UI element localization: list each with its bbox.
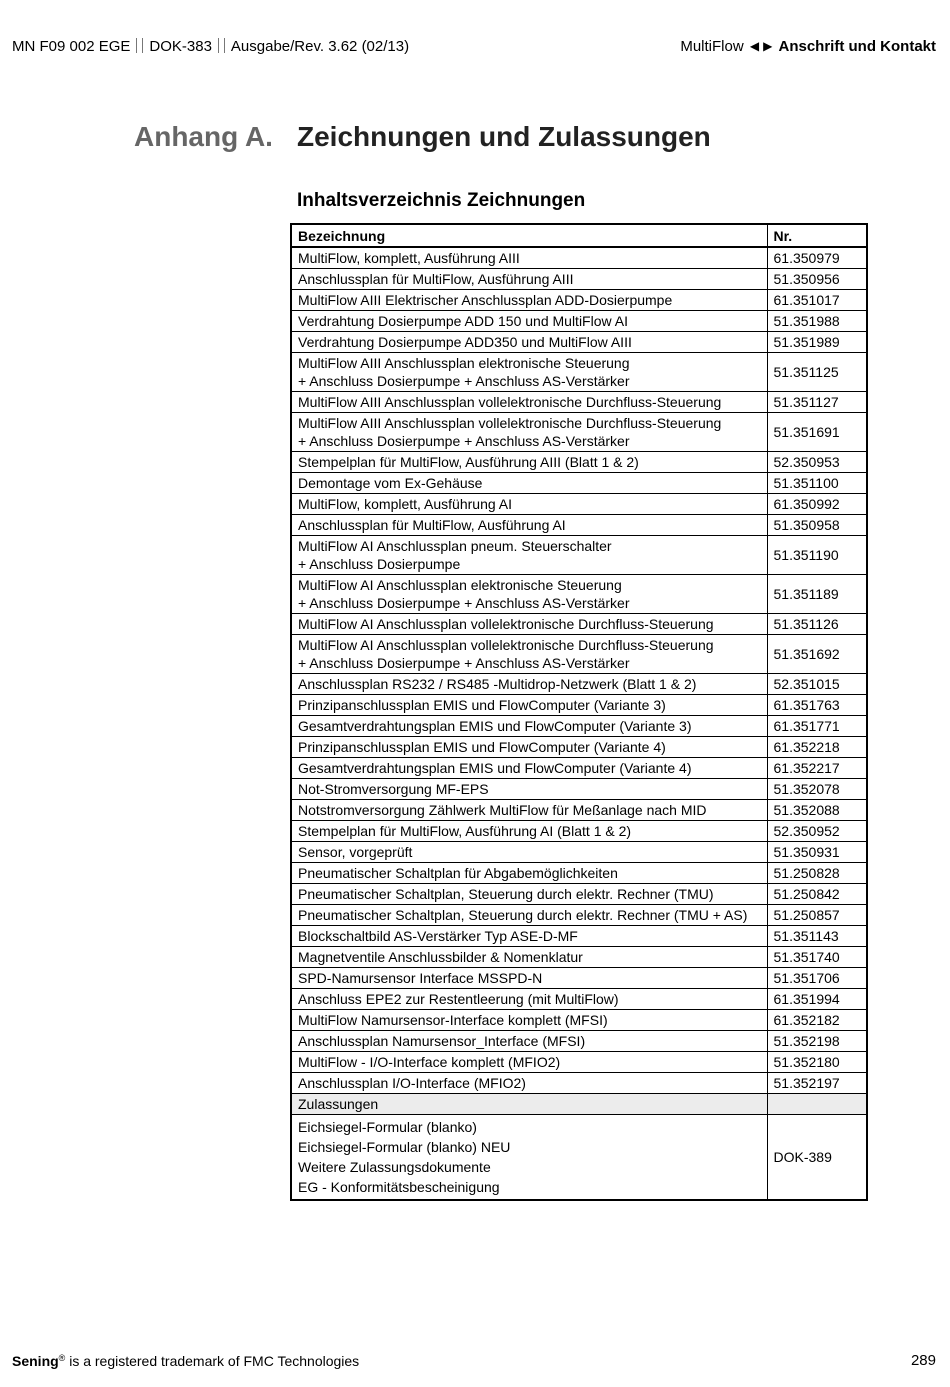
drawing-title-cell — [291, 1009, 767, 1030]
drawing-title-line: + Anschluss Dosierpumpe + Anschluss AS-Verstärker — [298, 432, 630, 449]
doc-id: MN F09 002 EGE — [12, 38, 131, 55]
drawing-number-cell: 51.351706 — [767, 967, 867, 988]
drawing-title-line: Sensor, vorgeprüft — [298, 843, 413, 860]
drawing-number-cell: 61.351994 — [767, 988, 867, 1009]
doc-dok-number: DOK-383 — [149, 38, 212, 55]
table-row — [291, 715, 867, 736]
approvals-heading-empty-cell — [767, 1093, 867, 1114]
drawing-number-cell: 51.352197 — [767, 1072, 867, 1093]
table-row — [291, 967, 867, 988]
drawing-title-cell — [291, 352, 767, 391]
drawing-title-cell — [291, 493, 767, 514]
drawing-number-cell: 51.351127 — [767, 391, 867, 412]
drawing-number-cell: 51.350931 — [767, 841, 867, 862]
approvals-heading: Zulassungen — [291, 1093, 767, 1114]
drawing-title-cell — [291, 451, 767, 472]
drawing-title-line: Anschlussplan RS232 / RS485 -Multidrop-Netzwerk (Blatt 1 & 2) — [298, 675, 697, 692]
brand-name: Sening — [12, 1353, 59, 1369]
drawing-title-cell — [291, 1072, 767, 1093]
product-name: MultiFlow — [680, 38, 744, 55]
drawing-title-cell — [291, 310, 767, 331]
table-header-row — [291, 224, 867, 247]
drawing-title-cell — [291, 715, 767, 736]
toc-title: Inhaltsverzeichnis Zeichnungen — [297, 190, 586, 211]
drawing-title-cell — [291, 1051, 767, 1072]
drawing-title-cell — [291, 514, 767, 535]
drawing-title-cell — [291, 268, 767, 289]
drawing-title-cell — [291, 472, 767, 493]
drawing-number-cell: 51.351692 — [767, 634, 867, 673]
table-row — [291, 736, 867, 757]
drawing-title-line: Notstromversorgung Zählwerk MultiFlow für Meßanlage nach MID — [298, 801, 707, 818]
table-row — [291, 634, 867, 673]
drawing-title-line: Prinzipanschlussplan EMIS und FlowComputer (Variante 3) — [298, 696, 666, 713]
drawing-number-cell: 51.250842 — [767, 883, 867, 904]
table-row — [291, 1030, 867, 1051]
table-row — [291, 778, 867, 799]
drawing-title-cell — [291, 574, 767, 613]
approvals-heading-row — [291, 1093, 867, 1114]
table-row — [291, 268, 867, 289]
drawing-number-cell: 51.351126 — [767, 613, 867, 634]
table-row — [291, 904, 867, 925]
table-row — [291, 472, 867, 493]
appendix-title: Zeichnungen und Zulassungen — [297, 121, 711, 152]
approval-item: Eichsiegel-Formular (blanko) — [298, 1118, 477, 1135]
drawing-title-line: Magnetventile Anschlussbilder & Nomenklatur — [298, 948, 583, 965]
drawing-number-cell: 51.351190 — [767, 535, 867, 574]
drawings-table — [290, 223, 868, 1201]
table-row — [291, 289, 867, 310]
table-row — [291, 1009, 867, 1030]
drawing-title-cell — [291, 535, 767, 574]
table-row — [291, 946, 867, 967]
drawing-title-line: MultiFlow AIII Anschlussplan vollelektronische Durchfluss-Steuerung — [298, 414, 722, 431]
drawing-title-cell — [291, 673, 767, 694]
table-row — [291, 535, 867, 574]
drawing-number-cell: 51.351740 — [767, 946, 867, 967]
drawing-number-cell: 52.350952 — [767, 820, 867, 841]
page-number: 289 — [910, 1352, 936, 1369]
drawing-title-cell — [291, 331, 767, 352]
approval-item: Weitere Zulassungsdokumente — [298, 1158, 491, 1175]
table-row — [291, 673, 867, 694]
table-row — [291, 757, 867, 778]
drawing-title-line: Gesamtverdrahtungsplan EMIS und FlowComputer (Variante 4) — [298, 759, 692, 776]
drawing-title-line: MultiFlow, komplett, Ausführung AI — [298, 495, 512, 512]
table-row — [291, 799, 867, 820]
table-row — [291, 1051, 867, 1072]
drawing-number-cell: 52.351015 — [767, 673, 867, 694]
table-row — [291, 883, 867, 904]
table-row — [291, 451, 867, 472]
header-separator — [218, 38, 225, 53]
table-row — [291, 988, 867, 1009]
page-footer — [12, 1353, 936, 1371]
approval-item: EG - Konformitätsbescheinigung — [298, 1178, 500, 1195]
drawing-title-line: MultiFlow AI Anschlussplan vollelektronische Durchfluss-Steuerung — [298, 615, 714, 632]
table-row — [291, 493, 867, 514]
table-row — [291, 514, 867, 535]
doc-revision: Ausgabe/Rev. 3.62 (02/13) — [230, 38, 410, 55]
drawing-title-cell — [291, 736, 767, 757]
drawing-title-line: Stempelplan für MultiFlow, Ausführung AIII (Blatt 1 & 2) — [298, 453, 639, 470]
drawing-title-line: MultiFlow - I/O-Interface komplett (MFIO2) — [298, 1053, 561, 1070]
drawing-title-cell — [291, 613, 767, 634]
drawing-number-cell: 51.352088 — [767, 799, 867, 820]
drawing-number-cell: 61.352218 — [767, 736, 867, 757]
approval-item: Eichsiegel-Formular (blanko) NEU — [298, 1138, 511, 1155]
registered-mark: ® — [58, 1353, 66, 1363]
drawing-number-cell: 51.351989 — [767, 331, 867, 352]
drawing-title-line: MultiFlow AIII Anschlussplan vollelektronische Durchfluss-Steuerung — [298, 393, 722, 410]
trademark-text: is a registered trademark of FMC Technologies — [65, 1353, 360, 1369]
approvals-row — [291, 1114, 867, 1200]
header-separator — [136, 38, 143, 53]
drawing-title-line: MultiFlow AI Anschlussplan vollelektronische Durchfluss-Steuerung — [298, 636, 714, 653]
table-row — [291, 247, 867, 268]
table-row — [291, 310, 867, 331]
drawing-title-line: Demontage vom Ex-Gehäuse — [298, 474, 483, 491]
drawing-title-line: + Anschluss Dosierpumpe + Anschluss AS-Verstärker — [298, 654, 630, 671]
drawing-number-cell: 61.350979 — [767, 247, 867, 268]
drawing-title-line: + Anschluss Dosierpumpe + Anschluss AS-Verstärker — [298, 372, 630, 389]
header-doc-info — [12, 38, 409, 55]
drawing-number-cell: 51.351691 — [767, 412, 867, 451]
drawing-title-line: Prinzipanschlussplan EMIS und FlowComputer (Variante 4) — [298, 738, 666, 755]
table-row — [291, 820, 867, 841]
drawing-title-line: Anschlussplan für MultiFlow, Ausführung AI — [298, 516, 566, 533]
drawing-title-cell — [291, 289, 767, 310]
approvals-number-cell: DOK-389 — [767, 1114, 867, 1200]
drawing-number-cell: 61.352217 — [767, 757, 867, 778]
drawing-title-cell — [291, 694, 767, 715]
drawing-title-line: MultiFlow AIII Anschlussplan elektronische Steuerung — [298, 354, 630, 371]
drawing-number-cell: 51.351189 — [767, 574, 867, 613]
column-header-nr: Nr. — [767, 224, 867, 247]
drawing-title-cell — [291, 904, 767, 925]
table-row — [291, 331, 867, 352]
drawing-number-cell: 61.351017 — [767, 289, 867, 310]
drawing-title-cell — [291, 412, 767, 451]
drawing-title-line: Anschluss EPE2 zur Restentleerung (mit MultiFlow) — [298, 990, 619, 1007]
drawing-number-cell: 51.351143 — [767, 925, 867, 946]
drawing-title-line: Anschlussplan für MultiFlow, Ausführung AIII — [298, 270, 574, 287]
drawing-title-cell — [291, 820, 767, 841]
drawing-title-cell — [291, 925, 767, 946]
drawing-number-cell: 51.352078 — [767, 778, 867, 799]
table-row — [291, 352, 867, 391]
approvals-items-cell — [291, 1114, 767, 1200]
drawing-title-line: Anschlussplan Namursensor_Interface (MFSI) — [298, 1032, 586, 1049]
drawing-number-cell: 51.250857 — [767, 904, 867, 925]
page-header — [12, 38, 936, 58]
drawing-title-line: MultiFlow AI Anschlussplan pneum. Steuerschalter — [298, 537, 612, 554]
drawing-title-cell — [291, 883, 767, 904]
drawing-title-line: + Anschluss Dosierpumpe + Anschluss AS-Verstärker — [298, 594, 630, 611]
drawing-title-line: Blockschaltbild AS-Verstärker Typ ASE-D-MF — [298, 927, 578, 944]
drawing-number-cell: 51.350956 — [767, 268, 867, 289]
header-section-info — [680, 38, 936, 55]
table-row — [291, 841, 867, 862]
drawing-title-line: Pneumatischer Schaltplan, Steuerung durch elektr. Rechner (TMU + AS) — [298, 906, 748, 923]
drawing-title-line: + Anschluss Dosierpumpe — [298, 555, 461, 572]
drawing-number-cell: 51.350958 — [767, 514, 867, 535]
drawing-number-cell: 61.351771 — [767, 715, 867, 736]
drawing-title-cell — [291, 799, 767, 820]
drawing-title-cell — [291, 778, 767, 799]
drawing-number-cell: 51.250828 — [767, 862, 867, 883]
drawing-number-cell: 51.351100 — [767, 472, 867, 493]
table-row — [291, 412, 867, 451]
drawing-title-cell — [291, 841, 767, 862]
drawing-title-line: MultiFlow AIII Elektrischer Anschlussplan ADD-Dosierpumpe — [298, 291, 673, 308]
drawing-title-line: Anschlussplan I/O-Interface (MFIO2) — [298, 1074, 526, 1091]
section-name: Anschrift und Kontakt — [778, 38, 936, 55]
table-row — [291, 694, 867, 715]
drawing-number-cell: 51.351125 — [767, 352, 867, 391]
table-row — [291, 574, 867, 613]
table-row — [291, 862, 867, 883]
drawing-title-cell — [291, 391, 767, 412]
drawing-number-cell: 51.351988 — [767, 310, 867, 331]
drawing-title-cell — [291, 247, 767, 268]
drawing-title-cell — [291, 967, 767, 988]
drawing-title-cell — [291, 757, 767, 778]
appendix-label: Anhang A. — [134, 121, 273, 152]
drawing-title-line: MultiFlow AI Anschlussplan elektronische Steuerung — [298, 576, 622, 593]
table-row — [291, 1072, 867, 1093]
drawing-title-line: Gesamtverdrahtungsplan EMIS und FlowComputer (Variante 3) — [298, 717, 692, 734]
drawing-number-cell: 51.352180 — [767, 1051, 867, 1072]
drawing-title-cell — [291, 1030, 767, 1051]
drawing-title-line: Pneumatischer Schaltplan für Abgabemöglichkeiten — [298, 864, 618, 881]
trademark-note — [12, 1353, 359, 1369]
drawing-title-line: Pneumatischer Schaltplan, Steuerung durch elektr. Rechner (TMU) — [298, 885, 714, 902]
column-header-bezeichnung: Bezeichnung — [291, 224, 767, 247]
drawing-title-cell — [291, 862, 767, 883]
drawing-title-line: Stempelplan für MultiFlow, Ausführung AI (Blatt 1 & 2) — [298, 822, 632, 839]
drawing-title-line: SPD-Namursensor Interface MSSPD-N — [298, 969, 543, 986]
drawing-title-line: Not-Stromversorgung MF-EPS — [298, 780, 489, 797]
drawing-title-cell — [291, 988, 767, 1009]
drawings-table-body — [291, 224, 867, 1200]
drawing-title-cell — [291, 634, 767, 673]
table-row — [291, 925, 867, 946]
drawing-number-cell: 61.350992 — [767, 493, 867, 514]
drawing-title-line: Verdrahtung Dosierpumpe ADD 150 und MultiFlow AI — [298, 312, 628, 329]
drawing-title-line: Verdrahtung Dosierpumpe ADD350 und MultiFlow AIII — [298, 333, 632, 350]
right-triangle-icon: ▶ — [763, 39, 773, 53]
drawing-number-cell: 61.352182 — [767, 1009, 867, 1030]
drawing-number-cell: 52.350953 — [767, 451, 867, 472]
drawing-title-cell — [291, 946, 767, 967]
drawing-title-line: MultiFlow, komplett, Ausführung AIII — [298, 249, 520, 266]
left-triangle-icon: ◀ — [749, 39, 760, 53]
table-row — [291, 613, 867, 634]
drawing-number-cell: 61.351763 — [767, 694, 867, 715]
drawing-title-line: MultiFlow Namursensor-Interface komplett (MFSI) — [298, 1011, 608, 1028]
table-row — [291, 391, 867, 412]
drawing-number-cell: 51.352198 — [767, 1030, 867, 1051]
